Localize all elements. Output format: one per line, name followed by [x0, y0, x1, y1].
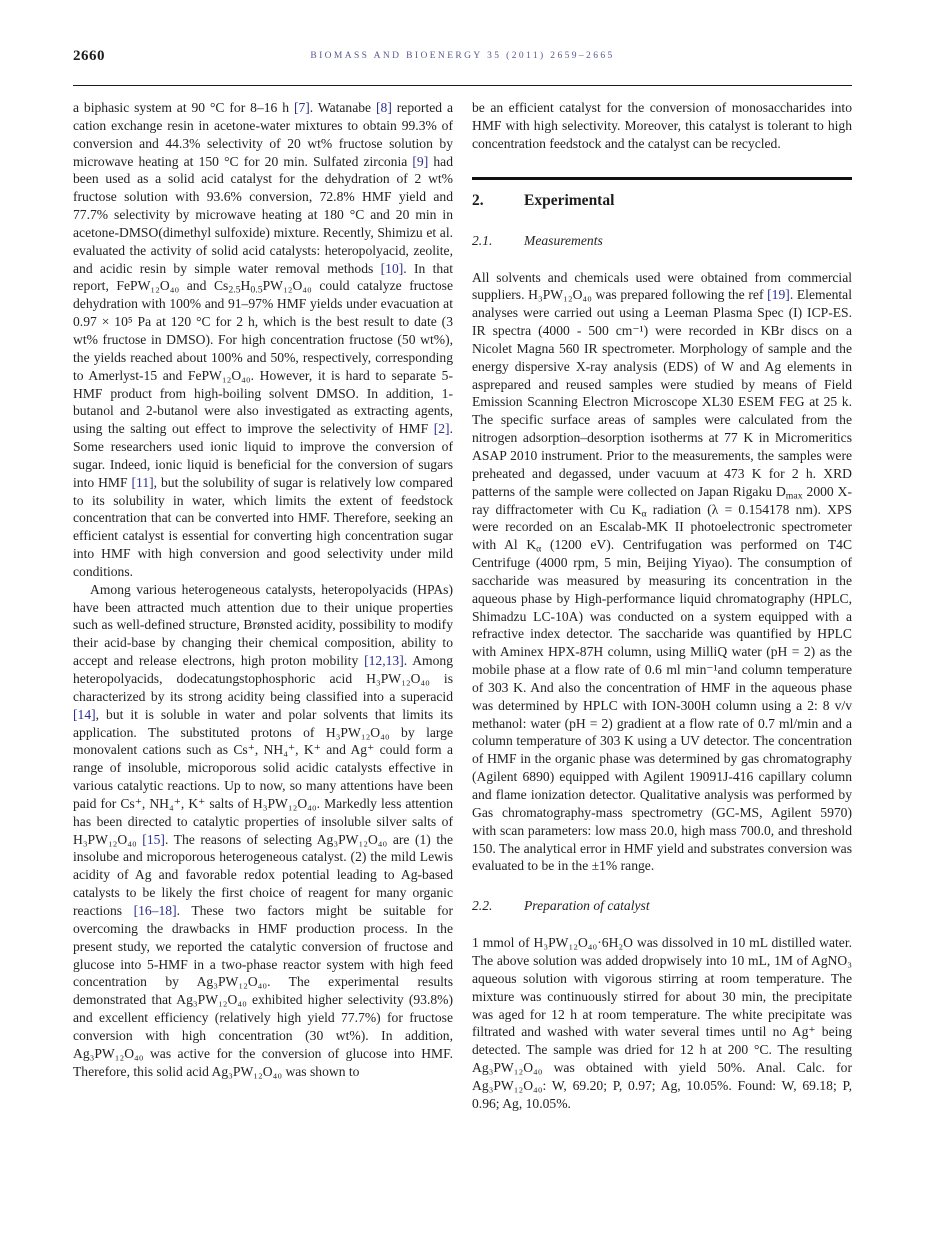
subsection-title: Preparation of catalyst	[524, 898, 650, 914]
page-number: 2660	[73, 48, 105, 64]
subscript-text: 2.5	[228, 285, 241, 297]
text-segment: reported a cation exchange resin in acetone-water mixtures to obtain 99.3% of conversion and 44.3% selectivity of 20 wt% fructose solution by microwave heating at 150 °C for 20 min. Sulfated zirconia	[73, 100, 453, 169]
citation-link[interactable]: [10]	[380, 260, 404, 276]
subscript-text: α	[536, 543, 542, 555]
citation-link[interactable]: [7]	[293, 100, 310, 115]
citation-link[interactable]: [12,13]	[364, 653, 404, 669]
text-segment: (1200 eV). Centrifugation was performed on T4C Centrifuge (4000 rpm, 5 min, Beijing Yiyao). The consumption of saccharide was measured by measuring its concentration in the aqueous phase by High-performance liquid chromatography (HPLC, Shimadzu LC-10A) was conducted on a system equipped with a refractive index detector. The saccharide was quantified by HPLC with Aminex HPX-87H column, using MilliQ water (pH = 2) as the mobile phase at a flow rate of 0.6 ml min⁻¹and column temperature of 303 K. And also the concentration of HMF in the aqueous phase was determined by HPLC with ION-300H column using a 2: 8 v/v methanol: water (pH = 2) gradient at a flow rate of 0.7 ml/min and a column temperature of 303 K using a UV detector. The concentration of HMF in the organic phase was determined by gas chromatography (Agilent 6890) equipped with Agilent 19091J-416 capillary column and flame ionization detector. Qualitative analysis was performed by Gas chromatography-mass spectrometry (GC-MS, Agilent 5970) with scan parameters: low mass 20.0, high mass 700.0, and threshold 150. The analytical error in HMF yield and substrates conversion was evaluated to be in the ±1% range.	[472, 537, 853, 874]
body-paragraph	[73, 581, 453, 1081]
text-segment: . Elemental analyses were carried out using a Leeman Plasma Spec (I) ICP-ES. IR spectra (4000 - 500 cm⁻¹) were recorded in KBr discs on a Nicolet Magna 560 IR spectrometer. Morphology of sample and the energy dispersive X-ray analysis (EDS) of W and Ag elements in asprepared and reused samples were studied by means of Field Emission Scanning Electron Microscope XL30 ESEM FEG at 25 k. The specific surface areas of samples were calculated from the nitrogen adsorption–desorption isotherms at 77 K in Micromeritics ASAP 2010 instrument. Prior to the measurements, the samples were preheated and degassed, under vacuum at 473 K for 2 h. XRD patterns of the sample were collected on Japan Rigaku D	[472, 287, 852, 499]
text-segment: a biphasic system at 90 °C for 8–16 h	[73, 100, 294, 115]
header-rule	[73, 85, 852, 86]
citation-link[interactable]: [2]	[433, 421, 450, 437]
text-segment: . Among heteropolyacids, dodecatungstophosphoric acid H₃PW₁₂O₄₀ is characterized by its strong acidity being classified into a superacid	[73, 653, 454, 704]
citation-link[interactable]: [14]	[73, 706, 96, 722]
text-segment: H	[240, 278, 251, 294]
body-paragraph	[73, 99, 453, 581]
subscript-text: 0.5	[250, 285, 263, 297]
text-segment: All solvents and chemicals used were obtained from commercial suppliers. H₃PW₁₂O₄₀ was prepared following the ref	[472, 269, 852, 303]
measurements-paragraph	[472, 269, 852, 876]
citation-link[interactable]: [9]	[412, 153, 429, 169]
citation-link[interactable]: [16–18]	[133, 902, 177, 918]
text-segment: , but the solubility of sugar is relatively low compared to its solubility in water, which limits the extent of feedstock concentration that can be converted into HMF. Therefore, seeking an efficient catalyst is essential for converting high concentration sugar into HMF with high conversion and good selectivity under mild conditions.	[73, 474, 453, 579]
text-segment: . Watanabe	[309, 100, 376, 115]
text-segment: PW₁₂O₄₀ could catalyze fructose dehydration with 100% and 91–97% HMF yields under evacuation at 0.97 × 10⁵ Pa at 120 °C for 2 h, which is the best result to date (3 wt% fructose in DMSO). For high concentration fructose (50 wt%), the yields reached about 100% and 50%, respectively, corresponding to Amerlyst-15 and FePW₁₂O₄₀. However, it is hard to separate 5-HMF product from high-boiling solvent DMSO. In addition, 1-butanol and 2-butanol were also investigated as extracting agents, using the salting out effect to improve the selectivity of HMF	[73, 278, 453, 437]
subscript-text: α	[641, 508, 647, 520]
subsection-heading-measurements	[472, 232, 852, 249]
text-segment: radiation (λ = 0.154178 nm). XPS were recorded on an Escalab-MK II photoelectronic spectrometer with Al K	[472, 501, 853, 553]
subscript-text: max	[785, 490, 803, 502]
preparation-paragraph	[472, 934, 852, 1112]
text-segment: 2000 X-ray diffractometer with Cu K	[472, 483, 852, 517]
text-segment: . In that report, FePW₁₂O₄₀ and Cs	[73, 260, 454, 294]
section-divider-rule	[472, 177, 852, 180]
subsection-number: 2.2.	[472, 898, 493, 914]
right-column	[472, 99, 852, 1113]
text-segment: , but it is soluble in water and polar solvents that limits its application. The substituted protons of H₃PW₁₂O₄₀ by large monovalent cations such as Cs⁺, NH₄⁺, K⁺ and Ag⁺ could form a range of insoluble, microporous solid acidic catalysts effective in various catalytic reactions. Up to now, so many attentions have been paid for Cs⁺, NH₄⁺, K⁺ salts of H₃PW₁₂O₄₀. Markedly less attention has been directed to catalytic properties of insoluble silver salts of H₃PW₁₂O₄₀	[73, 706, 453, 847]
text-segment: . The reasons of selecting Ag₃PW₁₂O₄₀ are (1) the insolube and microporous heterogeneous catalyst. (2) the mild Lewis acidity of Ag and favorable redox potential leading to Ag-based catalysts to be likely the first choice of reagent for many organic reactions	[73, 831, 454, 918]
journal-header: BIOMASS AND BIOENERGY 35 (2011) 2659–2665	[310, 51, 615, 61]
left-column	[73, 99, 453, 1113]
text-segment: had been used as a solid acid catalyst for the dehydration of 2 wt% fructose solution with 93.6% conversion, 72.8% HMF yield and 77.7% selectivity by microwave heating at 180 °C and 20 min in acetone-DMSO(dimethyl sulfoxide) mixture. Recently, Shimizu et al. evaluated the activity of solid acid catalysts: heteropolyacid, zeolite, and acidic resin by simple water removal methods	[73, 153, 453, 276]
section-heading-experimental	[472, 191, 852, 210]
citation-link[interactable]: [15]	[142, 831, 165, 847]
text-segment: be an efficient catalyst for the conversion of monosaccharides into HMF with high selectivity. Moreover, this catalyst is tolerant to high concentration feedstock and the catalyst can be recycled.	[472, 100, 852, 151]
two-column-body	[73, 99, 852, 1113]
text-segment: . Some researchers used ionic liquid to improve the conversion of sugar. Indeed, ionic liquid is beneficial for the conversion of sugars into HMF	[73, 421, 453, 490]
citation-link[interactable]: [11]	[131, 474, 154, 490]
section-number: 2.	[472, 191, 484, 209]
intro-paragraph	[472, 99, 852, 153]
citation-link[interactable]: [8]	[376, 100, 392, 115]
section-title: Experimental	[524, 191, 615, 209]
subsection-heading-preparation	[472, 897, 852, 914]
text-segment: Among various heterogeneous catalysts, heteropolyacids (HPAs) have been attracted much attention due to their unique properties such as well-defined structure, Brønsted acidity, possibility to modify their acid-base by changing their chemical composition, ability to accept and release electrons, high proton mobility	[73, 581, 453, 669]
page-header	[73, 47, 852, 66]
text-segment: . These two factors might be suitable for overcoming the drawbacks in HMF production process. In the present study, we reported the catalytic conversion of fructose and glucose into 5-HMF in a two-phase reactor system with high feed concentration by Ag₃PW₁₂O₄₀. The experimental results demonstrated that Ag₃PW₁₂O₄₀ exhibited higher selectivity (93.8%) and excellent efficiency (relatively high yield 77.7%) for fructose conversion with high concentration (30 wt%). In addition, Ag₃PW₁₂O₄₀ was active for the conversion of glucose into HMF. Therefore, this solid acid Ag₃PW₁₂O₄₀ was shown to	[73, 902, 453, 1079]
subsection-title: Measurements	[524, 232, 603, 248]
text-segment: 1 mmol of H₃PW₁₂O₄₀·6H₂O was dissolved in 10 mL distilled water. The above solution was added dropwisely into 10 mL, 1M of AgNO₃ aqueous solution with vigorous stirring at room temperature. The mixture was continuously stirred for about 30 min, the precipitate was aged for 12 h at room temperature. The white precipitate was filtrated and washed with water several times until no Ag⁺ being detected. The sample was dried for 12 h at 200 °C. The resulting Ag₃PW₁₂O₄₀ was obtained with yield 50%. Anal. Calc. for Ag₃PW₁₂O₄₀: W, 69.20; P, 0.97; Ag, 10.05%. Found: W, 69.18; P, 0.96; Ag, 10.05%.	[472, 935, 852, 1111]
citation-link[interactable]: [19]	[767, 287, 790, 303]
subsection-number: 2.1.	[472, 232, 493, 248]
